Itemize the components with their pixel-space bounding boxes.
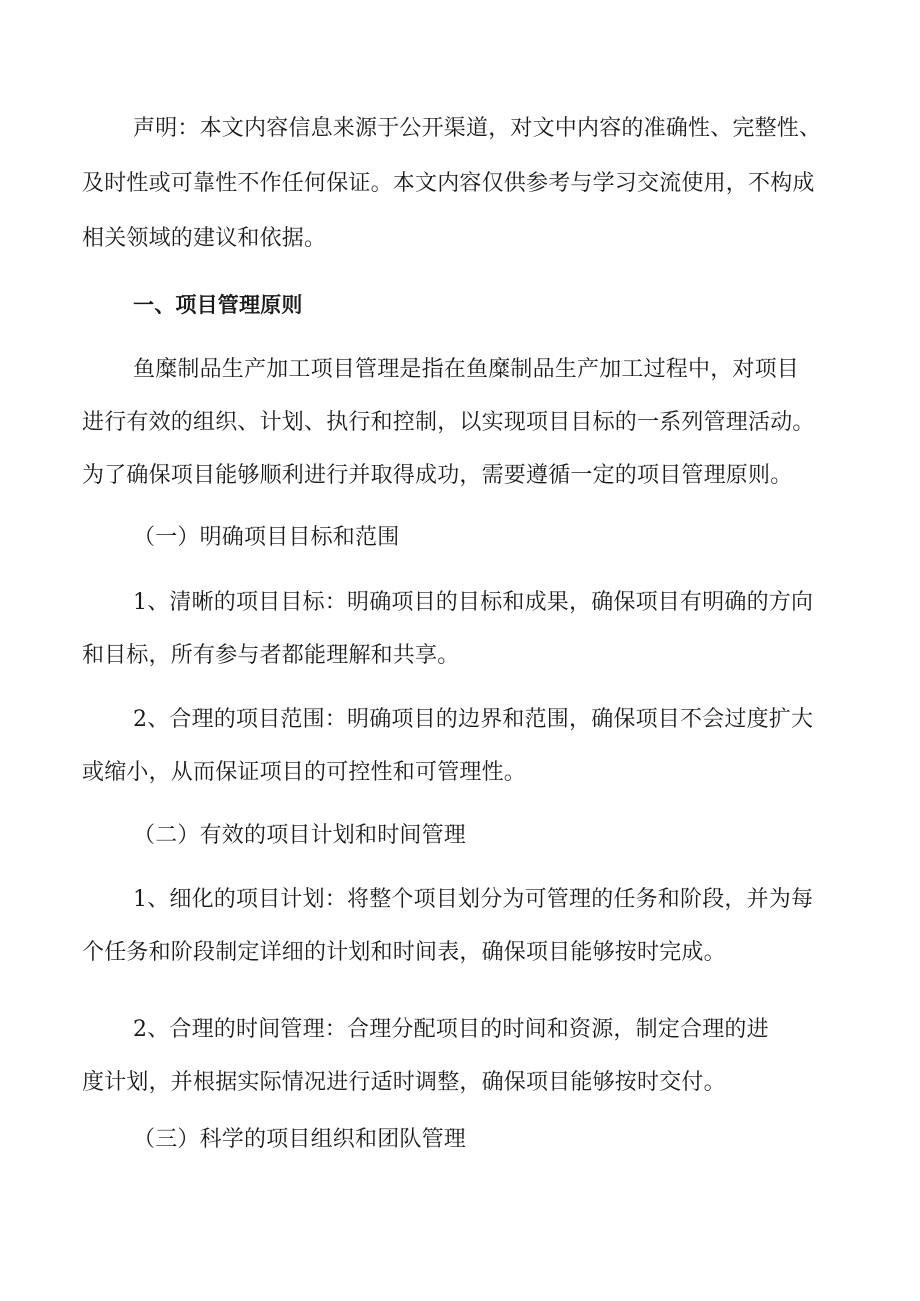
sub2-item2-line-2: 度计划，并根据实际情况进行适时调整，确保项目能够按时交付。 [82,1070,726,1095]
sub1-item2-line-1: 2、合理的项目范围：明确项目的边界和范围，确保项目不会过度扩大 [133,707,814,732]
section-heading: 一、项目管理原则 [133,293,303,317]
disclaimer-line-2: 及时性或可靠性不作任何保证。本文内容仅供参考与学习交流使用，不构成 [82,171,815,196]
subsection-title-1: （一）明确项目目标和范围 [133,525,400,550]
disclaimer-line-1: 声明：本文内容信息来源于公开渠道，对文中内容的准确性、完整性、 [133,116,822,141]
subsection-title-2: （二）有效的项目计划和时间管理 [133,823,467,848]
sub1-item2-line-2: 或缩小，从而保证项目的可控性和可管理性。 [82,760,527,785]
sub2-item2-line-1: 2、合理的时间管理：合理分配项目的时间和资源，制定合理的进 [133,1017,769,1042]
sub1-item1-line-1: 1、清晰的项目目标：明确项目的目标和成果，确保项目有明确的方向 [133,590,814,615]
intro-line-1: 鱼糜制品生产加工项目管理是指在鱼糜制品生产加工过程中，对项目 [133,357,800,382]
sub2-item1-line-2: 个任务和阶段制定详细的计划和时间表，确保项目能够按时完成。 [82,940,726,965]
sub2-item1-line-1: 1、细化的项目计划：将整个项目划分为可管理的任务和阶段，并为每 [133,887,814,912]
intro-line-3: 为了确保项目能够顺利进行并取得成功，需要遵循一定的项目管理原则。 [82,463,793,488]
intro-line-2: 进行有效的组织、计划、执行和控制，以实现项目目标的一系列管理活动。 [82,410,815,435]
sub1-item1-line-2: 和目标，所有参与者都能理解和共享。 [82,643,460,668]
subsection-title-3: （三）科学的项目组织和团队管理 [133,1127,467,1152]
disclaimer-line-3: 相关领域的建议和依据。 [82,226,327,251]
